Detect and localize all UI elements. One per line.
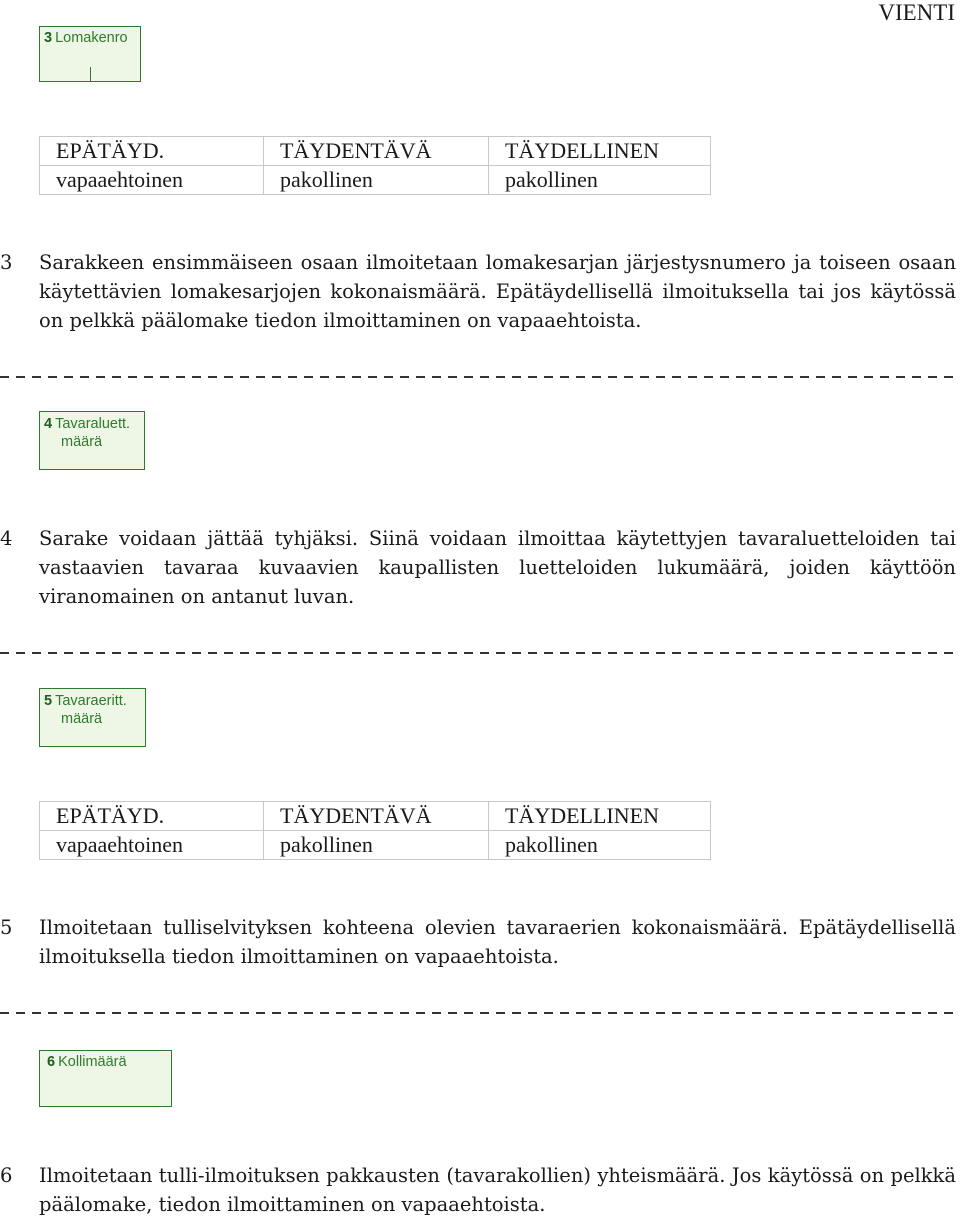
- note-6: [0, 1161, 956, 1219]
- table-header-cell: TÄYDELLINEN: [489, 137, 711, 166]
- table-cell: pakollinen: [264, 166, 489, 195]
- note-number: 3: [0, 251, 13, 274]
- field-number: 4: [44, 416, 53, 432]
- note-text: Sarake voidaan jättää tyhjäksi. Siinä voidaan ilmoittaa käytettyjen tavaraluetteloiden tai vastaavien tavaraa kuvaavien kaupallisten luetteloiden lukumäärä, joiden käyttöön viranomainen on antanut luvan.: [39, 527, 956, 608]
- table-header-cell: EPÄTÄYD.: [40, 137, 264, 166]
- dashed-separator: [0, 652, 960, 654]
- note-text: Sarakkeen ensimmäiseen osaan ilmoitetaan lomakesarjan järjestysnumero ja toiseen osaan käytettävien lomakesarjojen kokonaismäärä. Epätäydellisellä ilmoituksella tai jos käytössä on pelkkä päälomake tiedon ilmoittaminen on vapaaehtoista.: [39, 251, 956, 332]
- table-cell: pakollinen: [489, 166, 711, 195]
- table-row: [40, 831, 711, 860]
- field-box-6: [39, 1050, 172, 1107]
- table-row: [40, 166, 711, 195]
- dashed-separator: [0, 1012, 960, 1014]
- note-3: [0, 248, 956, 335]
- table-header-cell: TÄYDENTÄVÄ: [264, 137, 489, 166]
- table-header-cell: TÄYDENTÄVÄ: [264, 802, 489, 831]
- field-box-3: [39, 26, 141, 82]
- note-number: 6: [0, 1164, 13, 1187]
- text-cursor: [90, 67, 91, 81]
- field-number: 3: [44, 30, 53, 46]
- field-number: 5: [44, 693, 53, 709]
- page-header-title: VIENTI: [878, 0, 955, 25]
- dashed-separator: [0, 376, 960, 378]
- table-cell: vapaaehtoinen: [40, 831, 264, 860]
- field-label: Kollimäärä: [58, 1054, 127, 1070]
- field-label-continuation: määrä: [61, 434, 103, 450]
- note-4: [0, 524, 956, 611]
- note-5: [0, 913, 956, 971]
- field-number: 6: [47, 1054, 56, 1070]
- field-label: Tavaraeritt.: [55, 693, 127, 709]
- note-text: Ilmoitetaan tulli-ilmoituksen pakkausten (tavarakollien) yhteismäärä. Jos käytössä on pelkkä päälomake, tiedon ilmoittaminen on vapaaehtoista.: [39, 1164, 956, 1216]
- table-row: [40, 137, 711, 166]
- table-cell: vapaaehtoinen: [40, 166, 264, 195]
- note-number: 4: [0, 527, 13, 550]
- table-cell: pakollinen: [264, 831, 489, 860]
- field-label: Lomakenro: [55, 30, 128, 46]
- field-box-4: [39, 411, 145, 470]
- field-label-continuation: määrä: [61, 711, 103, 727]
- note-number: 5: [0, 916, 13, 939]
- table-row: [40, 802, 711, 831]
- table-cell: pakollinen: [489, 831, 711, 860]
- table-header-cell: EPÄTÄYD.: [40, 802, 264, 831]
- field-box-5: [39, 688, 146, 747]
- note-text: Ilmoitetaan tulliselvityksen kohteena olevien tavaraerien kokonaismäärä. Epätäydellisellä ilmoituksella tiedon ilmoittaminen on vapaaehtoista.: [39, 916, 956, 968]
- requirement-table-2: [39, 801, 711, 860]
- table-header-cell: TÄYDELLINEN: [489, 802, 711, 831]
- requirement-table-1: [39, 136, 711, 195]
- field-label: Tavaraluett.: [55, 416, 131, 432]
